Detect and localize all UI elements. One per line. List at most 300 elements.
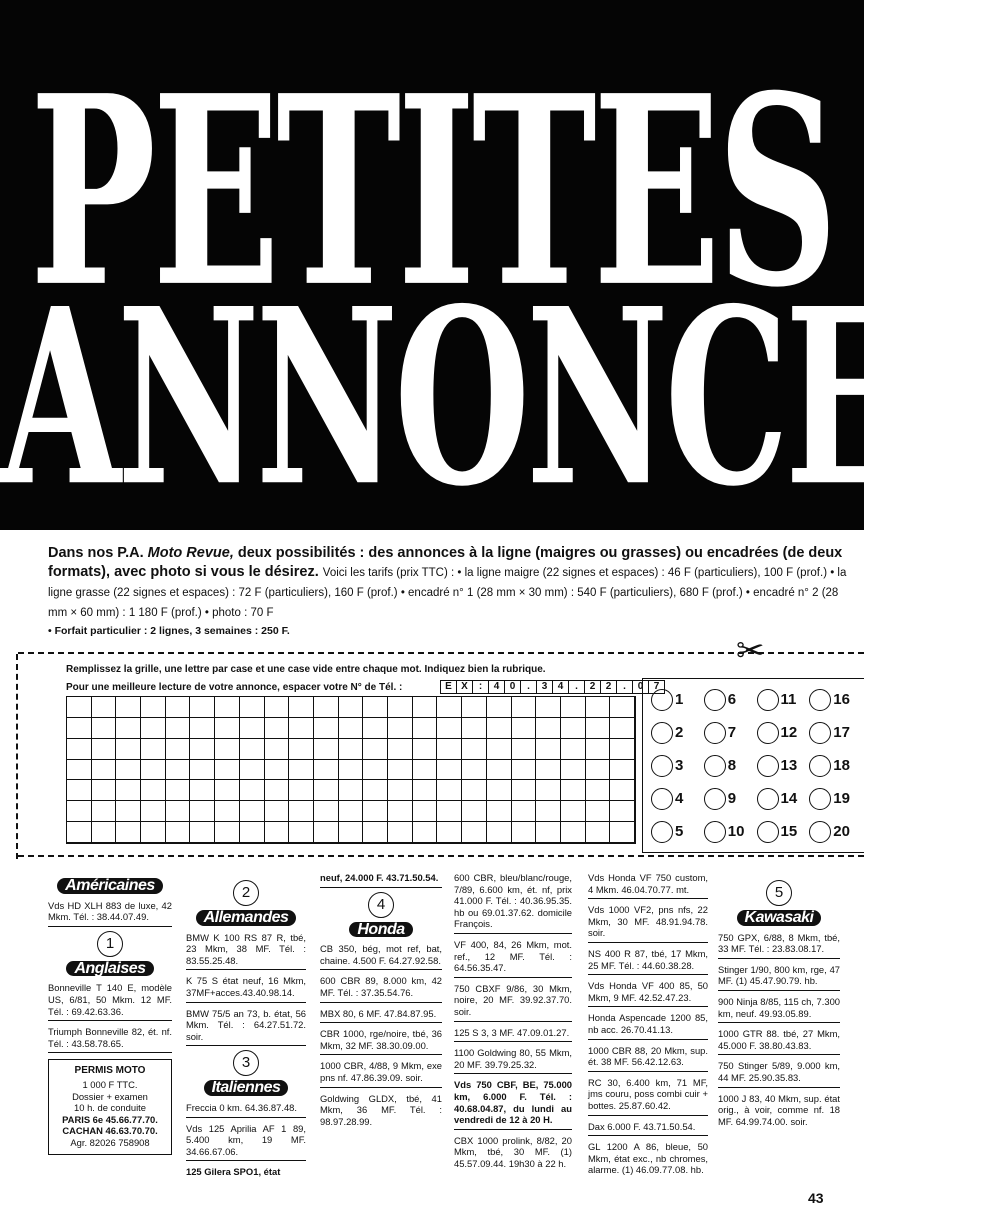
letter-cell[interactable] — [240, 801, 265, 822]
letter-cell[interactable] — [265, 801, 290, 822]
category-honda: Honda — [349, 922, 412, 938]
letter-cell[interactable] — [437, 697, 462, 718]
letter-cell[interactable] — [116, 739, 141, 760]
circle-checkbox-icon[interactable] — [704, 755, 726, 777]
intro-lead-b: deux possibilités : des annonces à la ligne (maigres ou grasses) ou encadrées (de deux formats), avec photo si vous le désirez. — [48, 545, 843, 580]
letter-cell[interactable] — [586, 739, 611, 760]
example-char: 0 — [504, 680, 521, 694]
letter-cell[interactable] — [166, 801, 191, 822]
circle-checkbox-icon[interactable] — [704, 689, 726, 711]
letter-cell[interactable] — [512, 760, 537, 781]
rubrique-option[interactable] — [809, 716, 862, 749]
circle-checkbox-icon[interactable] — [757, 788, 779, 810]
letter-cell[interactable] — [610, 822, 635, 843]
circle-checkbox-icon[interactable] — [651, 788, 673, 810]
letter-cell[interactable] — [536, 822, 561, 843]
column-6 — [718, 876, 840, 1133]
letter-cell[interactable] — [215, 780, 240, 801]
example-char: 4 — [552, 680, 569, 694]
letter-cell[interactable] — [561, 697, 586, 718]
circle-checkbox-icon[interactable] — [651, 722, 673, 744]
column-1 — [48, 876, 172, 1155]
letter-cell[interactable] — [413, 718, 438, 739]
letter-cell[interactable] — [289, 697, 314, 718]
letter-cell[interactable] — [314, 822, 339, 843]
letter-cell[interactable] — [141, 760, 166, 781]
rubrique-number: 13 — [780, 757, 798, 774]
letter-cell[interactable] — [487, 822, 512, 843]
letter-cell[interactable] — [462, 718, 487, 739]
example-char: . — [616, 680, 633, 694]
column-2 — [186, 876, 306, 1184]
letter-cell[interactable] — [166, 822, 191, 843]
category-number: 4 — [368, 892, 394, 918]
letter-cell[interactable] — [610, 739, 635, 760]
permis-moto-box — [48, 1059, 172, 1154]
letter-cell[interactable] — [215, 760, 240, 781]
letter-cell[interactable] — [215, 697, 240, 718]
circle-checkbox-icon[interactable] — [809, 722, 831, 744]
example-char: 2 — [584, 680, 601, 694]
rubrique-option[interactable] — [704, 749, 757, 782]
classified-ad: Honda Aspencade 1200 85, nb acc. 26.70.41.13. — [588, 1010, 708, 1039]
letter-cell[interactable] — [413, 697, 438, 718]
letter-cell[interactable] — [339, 697, 364, 718]
letter-cell[interactable] — [536, 780, 561, 801]
letter-cell[interactable] — [67, 697, 92, 718]
letter-cell[interactable] — [92, 697, 117, 718]
category-number: 2 — [233, 880, 259, 906]
letter-cell[interactable] — [339, 760, 364, 781]
letter-cell[interactable] — [413, 780, 438, 801]
form-instruction-1: Remplissez la grille, une lettre par case et une case vide entre chaque mot. Indiquez bien la rubrique. — [66, 664, 546, 675]
letter-cell[interactable] — [116, 760, 141, 781]
rubrique-number: 16 — [833, 691, 850, 708]
letter-cell[interactable] — [413, 760, 438, 781]
letter-cell[interactable] — [166, 697, 191, 718]
letter-cell[interactable] — [363, 697, 388, 718]
letter-cell[interactable] — [610, 697, 635, 718]
letter-cell[interactable] — [487, 801, 512, 822]
letter-cell[interactable] — [314, 801, 339, 822]
letter-cell[interactable] — [388, 780, 413, 801]
letter-cell[interactable] — [215, 822, 240, 843]
classified-ad: Bonneville T 140 E, modèle US, 6/81, 50 Mkm. 12 MF. Tél. : 69.42.63.36. — [48, 980, 172, 1021]
letter-cell[interactable] — [92, 780, 117, 801]
letter-cell[interactable] — [141, 780, 166, 801]
letter-cell[interactable] — [487, 697, 512, 718]
classified-ad: Triumph Bonneville 82, ét. nf. Tél. : 43.58.78.65. — [48, 1024, 172, 1053]
letter-cell[interactable] — [437, 760, 462, 781]
title-line-1: PETITES — [29, 38, 835, 345]
letter-cell[interactable] — [437, 739, 462, 760]
category-italiennes: Italiennes — [204, 1080, 289, 1096]
letter-cell[interactable] — [265, 697, 290, 718]
rubrique-option[interactable] — [757, 749, 810, 782]
rubrique-number: 17 — [833, 724, 850, 741]
letter-cell[interactable] — [215, 801, 240, 822]
classified-ad: Vds HD XLH 883 de luxe, 42 Mkm. Tél. : 38.44.07.49. — [48, 898, 172, 927]
letter-cell[interactable] — [512, 780, 537, 801]
letter-cell[interactable] — [166, 739, 191, 760]
letter-cell[interactable] — [561, 822, 586, 843]
letter-cell[interactable] — [166, 718, 191, 739]
letter-cell[interactable] — [413, 822, 438, 843]
example-char: 4 — [488, 680, 505, 694]
letter-cell[interactable] — [339, 822, 364, 843]
letter-cell[interactable] — [339, 780, 364, 801]
letter-cell[interactable] — [289, 780, 314, 801]
letter-cell[interactable] — [265, 822, 290, 843]
example-char: : — [472, 680, 489, 694]
intro-lead-a: Dans nos P.A. — [48, 545, 148, 561]
letter-cell[interactable] — [437, 780, 462, 801]
classified-ad: 1000 J 83, 40 Mkm, sup. état orig., à voir, comme nf. 18 MF. 64.99.74.00. soir. — [718, 1092, 840, 1127]
letter-cell[interactable] — [437, 801, 462, 822]
letter-cell[interactable] — [388, 822, 413, 843]
classified-ad: 1100 Goldwing 80, 55 Mkm, 20 MF. 39.79.25.32. — [454, 1045, 572, 1074]
letter-cell[interactable] — [190, 697, 215, 718]
letter-cell[interactable] — [388, 760, 413, 781]
letter-cell[interactable] — [314, 718, 339, 739]
classified-ad: CBX 1000 prolink, 8/82, 20 Mkm, tbé, 30 MF. (1) 45.57.09.44. 19h30 à 22 h. — [454, 1134, 572, 1169]
letter-cell[interactable] — [586, 780, 611, 801]
rubrique-number: 6 — [727, 691, 737, 708]
letter-cell[interactable] — [116, 780, 141, 801]
classified-ad: Vds 750 CBF, BE, 75.000 km, 6.000 F. Tél. : 40.68.04.87, du lundi au vendredi de 12 à 20 H. — [454, 1077, 572, 1129]
letter-cell[interactable] — [462, 697, 487, 718]
rubrique-number: 8 — [727, 757, 737, 774]
category-number: 5 — [766, 880, 792, 906]
letter-cell[interactable] — [487, 760, 512, 781]
letter-cell[interactable] — [240, 718, 265, 739]
circle-checkbox-icon[interactable] — [809, 689, 831, 711]
example-char: 7 — [648, 680, 665, 694]
letter-cell[interactable] — [190, 822, 215, 843]
column-5 — [588, 870, 708, 1182]
example-char: . — [568, 680, 585, 694]
classified-ad: 125 S 3, 3 MF. 47.09.01.27. — [454, 1025, 572, 1043]
forfait-line: • Forfait particulier : 2 lignes, 3 semaines : 250 F. — [48, 625, 290, 637]
letter-cell[interactable] — [240, 822, 265, 843]
letter-cell[interactable] — [363, 760, 388, 781]
circle-checkbox-icon[interactable] — [704, 722, 726, 744]
letter-cell[interactable] — [240, 780, 265, 801]
classified-ad: CB 350, bég, mot ref, bat, chaine. 4.500 F. 64.27.92.58. — [320, 941, 442, 970]
letter-cell[interactable] — [388, 739, 413, 760]
rubrique-option[interactable] — [704, 815, 757, 848]
rubrique-option[interactable] — [757, 782, 810, 815]
permis-line: Agr. 82026 758908 — [70, 1136, 150, 1148]
rubrique-number: 12 — [780, 724, 798, 741]
rubrique-selector — [642, 678, 864, 853]
letter-cell[interactable] — [536, 697, 561, 718]
example-char: 3 — [536, 680, 553, 694]
letter-cell[interactable] — [462, 801, 487, 822]
rubrique-option[interactable] — [651, 815, 704, 848]
letter-cell[interactable] — [116, 801, 141, 822]
rubrique-option[interactable] — [704, 716, 757, 749]
phone-example — [440, 680, 664, 694]
letter-cell[interactable] — [190, 760, 215, 781]
letter-cell[interactable] — [462, 822, 487, 843]
letter-cell[interactable] — [561, 739, 586, 760]
letter-cell[interactable] — [512, 739, 537, 760]
letter-cell[interactable] — [512, 801, 537, 822]
example-char: X — [456, 680, 473, 694]
permis-line: 1 000 F TTC. — [82, 1078, 138, 1090]
letter-cell[interactable] — [437, 822, 462, 843]
circle-checkbox-icon[interactable] — [704, 788, 726, 810]
letter-cell[interactable] — [190, 739, 215, 760]
letter-cell[interactable] — [388, 718, 413, 739]
rubrique-grid — [643, 679, 864, 852]
classified-ad: Freccia 0 km. 64.36.87.48. — [186, 1100, 306, 1118]
letter-cell[interactable] — [536, 760, 561, 781]
letter-cell[interactable] — [561, 760, 586, 781]
rubrique-number: 10 — [727, 823, 745, 840]
letter-cell[interactable] — [116, 718, 141, 739]
letter-cell[interactable] — [141, 739, 166, 760]
classified-ad: 600 CBR 89, 8.000 km, 42 MF. Tél. : 37.35.54.76. — [320, 973, 442, 1002]
order-form — [18, 632, 864, 857]
letter-cell[interactable] — [536, 739, 561, 760]
rubrique-number: 15 — [780, 823, 798, 840]
letter-cell[interactable] — [586, 697, 611, 718]
rubrique-option[interactable] — [809, 782, 862, 815]
circle-checkbox-icon[interactable] — [704, 821, 726, 843]
letter-cell[interactable] — [462, 739, 487, 760]
rubrique-option[interactable] — [757, 716, 810, 749]
letter-cell[interactable] — [67, 780, 92, 801]
rubrique-option[interactable] — [757, 683, 810, 716]
letter-cell[interactable] — [67, 718, 92, 739]
page-number: 43 — [808, 1190, 824, 1206]
rubrique-option[interactable] — [809, 749, 862, 782]
classified-ad: 1000 CBR 88, 20 Mkm, sup. ét. 38 MF. 56.42.12.63. — [588, 1043, 708, 1072]
intro-magazine: Moto Revue, — [147, 545, 234, 561]
letter-cell[interactable] — [363, 718, 388, 739]
classified-ad: VF 400, 84, 26 Mkm, mot. ref., 12 MF. Tél. : 64.56.35.47. — [454, 937, 572, 978]
letter-cell[interactable] — [339, 739, 364, 760]
form-instruction-2: Pour une meilleure lecture de votre annonce, espacer votre N° de Tél. : — [66, 682, 403, 693]
rubrique-number: 5 — [675, 823, 684, 840]
circle-checkbox-icon[interactable] — [757, 722, 779, 744]
letter-cell[interactable] — [240, 697, 265, 718]
circle-checkbox-icon[interactable] — [757, 755, 779, 777]
letter-cell[interactable] — [190, 780, 215, 801]
letter-cell[interactable] — [314, 697, 339, 718]
intro-paragraph — [48, 544, 848, 623]
letter-cell[interactable] — [487, 780, 512, 801]
classified-ad: 750 Stinger 5/89, 9.000 km, 44 MF. 25.90.35.83. — [718, 1058, 840, 1087]
circle-checkbox-icon[interactable] — [809, 788, 831, 810]
rubrique-option[interactable] — [651, 782, 704, 815]
letter-cell[interactable] — [512, 718, 537, 739]
classified-ad: 1000 GTR 88. tbé, 27 Mkm, 45.000 F. 38.80.43.83. — [718, 1026, 840, 1055]
example-char: E — [440, 680, 457, 694]
title-banner — [0, 0, 1008, 540]
letter-cell[interactable] — [289, 760, 314, 781]
classified-ad: neuf, 24.000 F. 43.71.50.54. — [320, 870, 442, 888]
letter-cell[interactable] — [67, 739, 92, 760]
letter-cell[interactable] — [561, 801, 586, 822]
letter-cell[interactable] — [265, 718, 290, 739]
letter-cell[interactable] — [586, 801, 611, 822]
classified-ad: Vds Honda VF 400 85, 50 Mkm, 9 MF. 42.52.47.23. — [588, 978, 708, 1007]
letter-cell[interactable] — [610, 780, 635, 801]
circle-checkbox-icon[interactable] — [651, 821, 673, 843]
rubrique-number: 4 — [675, 790, 684, 807]
permis-line: 10 h. de conduite — [74, 1102, 146, 1114]
circle-checkbox-icon[interactable] — [809, 821, 831, 843]
letter-cell[interactable] — [536, 718, 561, 739]
letter-cell[interactable] — [363, 801, 388, 822]
letter-cell[interactable] — [166, 760, 191, 781]
category-number: 1 — [97, 931, 123, 957]
letter-cell[interactable] — [215, 739, 240, 760]
permis-line: PARIS 6e 45.66.77.70. — [62, 1113, 158, 1125]
classified-ad: 900 Ninja 8/85, 115 ch, 7.300 km, neuf. 49.93.05.89. — [718, 994, 840, 1023]
classified-ad: 600 CBR, bleu/blanc/rouge, 7/89, 6.600 km, ét. nf, prix 41.000 F. Tél. : 40.36.95.35. hb ou 69.01.37.62. domicile François. — [454, 870, 572, 934]
letter-cell[interactable] — [166, 780, 191, 801]
letter-cell[interactable] — [610, 760, 635, 781]
letter-cell[interactable] — [561, 780, 586, 801]
category-anglaises: Anglaises — [66, 961, 153, 977]
rubrique-number: 19 — [833, 790, 850, 807]
letter-cell[interactable] — [413, 801, 438, 822]
classified-ad: 1000 CBR, 4/88, 9 Mkm, exe pns nf. 47.86.39.09. soir. — [320, 1058, 442, 1087]
letter-cell[interactable] — [92, 801, 117, 822]
letter-cell[interactable] — [67, 760, 92, 781]
rubrique-option[interactable] — [757, 815, 810, 848]
circle-checkbox-icon[interactable] — [809, 755, 831, 777]
rubrique-option[interactable] — [809, 683, 862, 716]
letter-cell[interactable] — [215, 718, 240, 739]
letter-cell[interactable] — [487, 718, 512, 739]
letter-cell[interactable] — [586, 822, 611, 843]
letter-cell[interactable] — [339, 718, 364, 739]
letter-cell[interactable] — [487, 739, 512, 760]
rubrique-number: 2 — [675, 724, 684, 741]
letter-cell[interactable] — [289, 801, 314, 822]
letter-cell[interactable] — [67, 822, 92, 843]
letter-cell[interactable] — [265, 760, 290, 781]
rubrique-option[interactable] — [809, 815, 862, 848]
permis-line: Dossier + examen — [72, 1090, 148, 1102]
classified-ad: Vds Honda VF 750 custom, 4 Mkm. 46.04.70.77. mt. — [588, 870, 708, 899]
letter-cell[interactable] — [240, 760, 265, 781]
rubrique-option[interactable] — [651, 683, 704, 716]
letter-cell[interactable] — [141, 718, 166, 739]
column-4 — [454, 870, 572, 1175]
rubrique-option[interactable] — [651, 716, 704, 749]
rubrique-option[interactable] — [704, 782, 757, 815]
classified-ad: BMW K 100 RS 87 R, tbé, 23 Mkm, 38 MF. Tél. : 83.55.25.48. — [186, 930, 306, 971]
rubrique-number: 3 — [675, 757, 684, 774]
cut-line-left — [16, 654, 18, 859]
letter-cell[interactable] — [289, 822, 314, 843]
letter-cell[interactable] — [92, 760, 117, 781]
letter-cell[interactable] — [610, 801, 635, 822]
letter-cell[interactable] — [116, 697, 141, 718]
rubrique-number: 7 — [727, 724, 737, 741]
letter-cell[interactable] — [265, 739, 290, 760]
circle-checkbox-icon[interactable] — [757, 689, 779, 711]
rubrique-number: 18 — [833, 757, 850, 774]
classified-ad: Vds 125 Aprilia AF 1 89, 5.400 km, 19 MF. 34.66.67.06. — [186, 1121, 306, 1162]
letter-cell[interactable] — [388, 801, 413, 822]
rubrique-option[interactable] — [651, 749, 704, 782]
category-kawasaki: Kawasaki — [737, 910, 822, 926]
letter-cell[interactable] — [314, 780, 339, 801]
letter-cell[interactable] — [265, 780, 290, 801]
letter-cell[interactable] — [610, 718, 635, 739]
letter-cell[interactable] — [586, 760, 611, 781]
letter-cell[interactable] — [586, 718, 611, 739]
letter-cell[interactable] — [314, 739, 339, 760]
letter-cell[interactable] — [92, 822, 117, 843]
classified-ad: RC 30, 6.400 km, 71 MF, jms couru, poss combi cuir + bottes. 25.87.60.42. — [588, 1075, 708, 1116]
rubrique-option[interactable] — [704, 683, 757, 716]
letter-cell[interactable] — [141, 822, 166, 843]
circle-checkbox-icon[interactable] — [651, 755, 673, 777]
letter-cell[interactable] — [512, 697, 537, 718]
rubrique-number: 1 — [675, 691, 684, 708]
letter-cell[interactable] — [388, 697, 413, 718]
classified-ad: Goldwing GLDX, tbé, 41 Mkm, 36 MF. Tél. : 98.97.28.99. — [320, 1092, 442, 1127]
letter-cell[interactable] — [67, 801, 92, 822]
letter-cell[interactable] — [363, 822, 388, 843]
example-char: 2 — [600, 680, 617, 694]
letter-cell[interactable] — [240, 739, 265, 760]
intro-tarifs: Voici les tarifs (prix TTC) : • la ligne maigre (22 signes et espaces) : 46 F (particuliers), 100 F (prof.) • la ligne grasse (22 signes et espaces) : 72 F (particuliers), 160 F (prof.) • encadré n° 1 (28 mm × 30 mm) : 540 F (particuliers), 680 F (prof.) • encadré n° 2 (28 mm × 60 mm) : 1 180 F (prof.) • photo : 70 F — [48, 567, 847, 619]
letter-cell[interactable] — [141, 801, 166, 822]
letter-cell[interactable] — [363, 780, 388, 801]
rubrique-number: 9 — [727, 790, 737, 807]
letter-cell[interactable] — [289, 718, 314, 739]
letter-cell[interactable] — [462, 780, 487, 801]
letter-cell[interactable] — [190, 801, 215, 822]
rubrique-number: 20 — [833, 823, 850, 840]
letter-cell[interactable] — [437, 718, 462, 739]
letter-cell[interactable] — [92, 739, 117, 760]
letter-cell[interactable] — [536, 801, 561, 822]
column-3 — [320, 870, 442, 1133]
classified-ad: 750 CBXF 9/86, 30 Mkm, noire, 20 MF. 39.92.37.70. soir. — [454, 981, 572, 1022]
classified-ad: Dax 6.000 F. 43.71.50.54. — [588, 1119, 708, 1137]
letter-cell[interactable] — [92, 718, 117, 739]
letter-cell[interactable] — [413, 739, 438, 760]
letter-cell[interactable] — [363, 739, 388, 760]
letter-cell[interactable] — [190, 718, 215, 739]
letter-cell[interactable] — [141, 697, 166, 718]
letter-cell[interactable] — [314, 760, 339, 781]
letter-cell[interactable] — [339, 801, 364, 822]
classified-ad: Vds 1000 VF2, pns nfs, 22 Mkm, 30 MF. 48.91.94.78. soir. — [588, 902, 708, 943]
letter-grid-cells[interactable] — [67, 697, 635, 843]
letter-cell[interactable] — [561, 718, 586, 739]
classified-ad: GL 1200 A 86, bleue, 50 Mkm, état exc., nb chromes, alarme. (1) 46.09.77.08. hb. — [588, 1141, 708, 1176]
letter-cell[interactable] — [116, 822, 141, 843]
circle-checkbox-icon[interactable] — [651, 689, 673, 711]
letter-grid[interactable] — [66, 696, 636, 844]
letter-cell[interactable] — [512, 822, 537, 843]
letter-cell[interactable] — [289, 739, 314, 760]
permis-title: PERMIS MOTO — [74, 1065, 146, 1077]
circle-checkbox-icon[interactable] — [757, 821, 779, 843]
letter-cell[interactable] — [462, 760, 487, 781]
